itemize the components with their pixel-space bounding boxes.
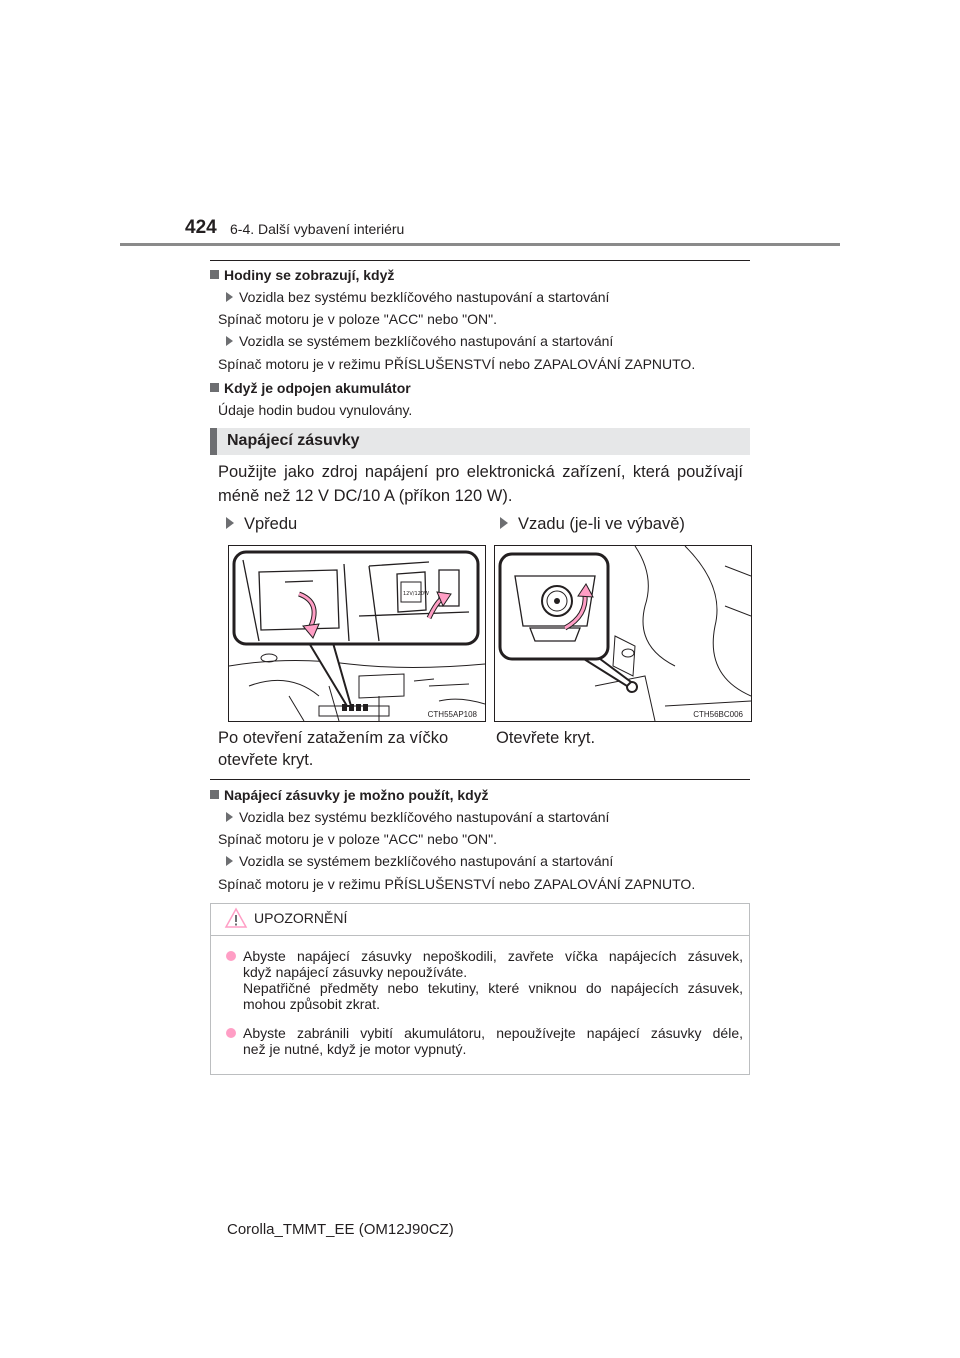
clock-text-1: Spínač motoru je v poloze "ACC" nebo "ON". — [218, 311, 498, 327]
clock-heading: Hodiny se zobrazují, když — [210, 267, 394, 283]
square-bullet-icon — [210, 790, 219, 799]
warning-icon — [224, 907, 248, 929]
section-heading: Napájecí zásuvky — [210, 428, 750, 455]
footer-text: Corolla_TMMT_EE (OM12J90CZ) — [227, 1221, 454, 1238]
intro-paragraph: Použijte jako zdroj napájení pro elektronická zařízení, která používají méně než 12 V DC/10 A (příkon 120 W). — [218, 463, 743, 505]
usable-heading: Napájecí zásuvky je možno použít, když — [210, 787, 489, 803]
figure-code: CTH56BC006 — [693, 710, 743, 719]
triangle-bullet-icon — [226, 517, 234, 529]
front-label: Vpředu — [226, 515, 297, 534]
battery-text: Údaje hodin budou vynulovány. — [218, 402, 413, 418]
rear-console-drawing — [495, 546, 751, 721]
page-number: 424 — [185, 217, 217, 238]
square-bullet-icon — [210, 383, 219, 392]
clock-text-2: Spínač motoru je v režimu PŘÍSLUŠENSTVÍ nebo ZAPALOVÁNÍ ZAPNUTO. — [218, 356, 696, 372]
battery-heading: Když je odpojen akumulátor — [210, 380, 411, 396]
usable-text-1: Spínač motoru je v poloze "ACC" nebo "ON". — [218, 831, 498, 847]
rear-label: Vzadu (je-li ve výbavě) — [500, 515, 685, 534]
bullet-no-keyless: Vozidla bez systému bezklíčového nastupování a startování — [226, 289, 609, 305]
rear-caption: Otevřete kryt. — [496, 729, 596, 747]
section-divider — [210, 779, 750, 780]
svg-text:12V/120W: 12V/120W — [403, 591, 429, 597]
bullet-dot-icon — [226, 1028, 236, 1038]
header-rule — [120, 243, 840, 246]
front-outlet-illustration — [228, 545, 486, 722]
bullet-keyless: Vozidla se systémem bezklíčového nastupování a startování — [226, 333, 613, 349]
front-caption: Po otevření zatažením za víčko otevřete kryt. — [218, 729, 449, 769]
front-console-drawing — [229, 546, 485, 721]
usable-text-2: Spínač motoru je v režimu PŘÍSLUŠENSTVÍ nebo ZAPALOVÁNÍ ZAPNUTO. — [218, 876, 696, 892]
warning-title: UPOZORNĚNÍ — [254, 910, 348, 926]
bullet-dot-icon — [226, 951, 236, 961]
rear-outlet-illustration — [494, 545, 752, 722]
triangle-bullet-icon — [500, 517, 508, 529]
triangle-bullet-icon — [226, 292, 233, 302]
triangle-bullet-icon — [226, 812, 233, 822]
section-title: 6-4. Další vybavení interiéru — [230, 221, 405, 237]
bullet-keyless: Vozidla se systémem bezklíčového nastupování a startování — [226, 853, 613, 869]
triangle-bullet-icon — [226, 856, 233, 866]
warning-separator — [210, 935, 750, 936]
bullet-no-keyless: Vozidla bez systému bezklíčového nastupování a startování — [226, 809, 609, 825]
figure-code: CTH55AP108 — [427, 710, 477, 719]
warning-item-1: Abyste napájecí zásuvky nepoškodili, zavřete víčka napájecích zásuvek, když napájecí zásuvky nepoužíváte. Nepatřičné předměty nebo tekutiny, které vniknou do napájecích zásuvek, mohou způsobit zkrat. — [243, 948, 743, 1012]
square-bullet-icon — [210, 270, 219, 279]
warning-item-2: Abyste zabránili vybití akumulátoru, nepoužívejte napájecí zásuvky déle, než je nutné, když je motor vypnutý. — [243, 1025, 743, 1057]
section-divider — [210, 260, 750, 261]
triangle-bullet-icon — [226, 336, 233, 346]
